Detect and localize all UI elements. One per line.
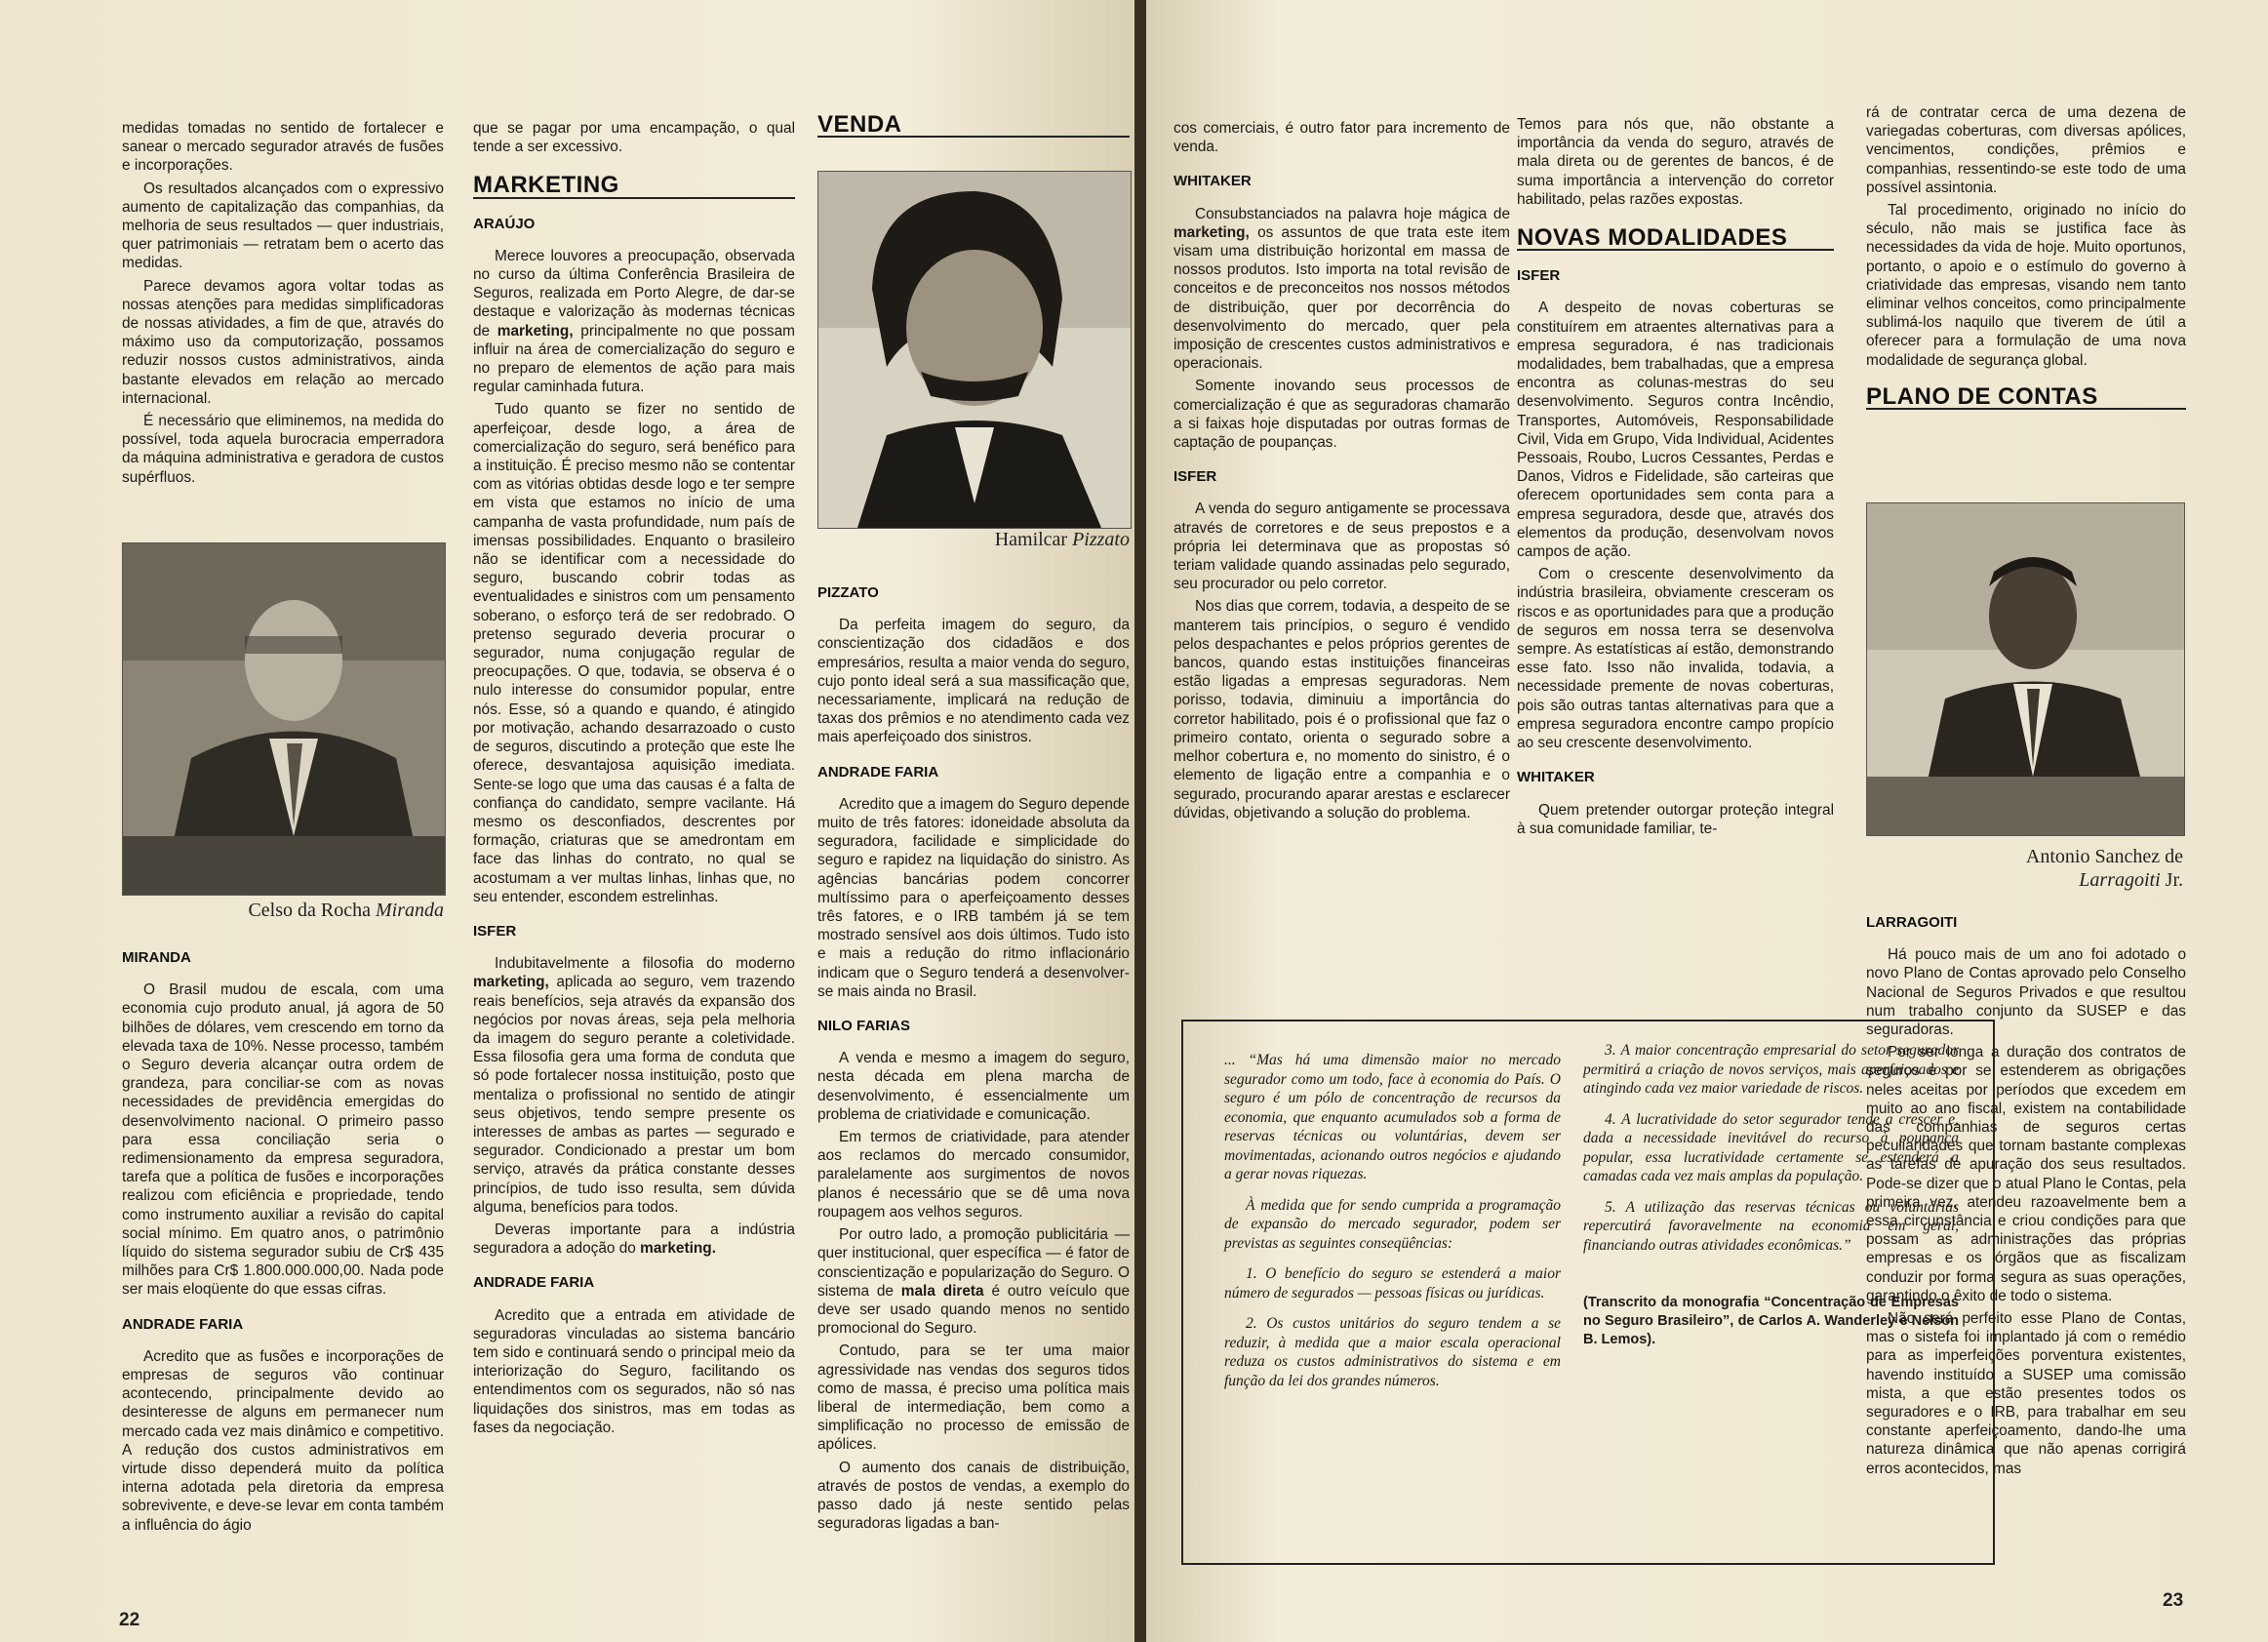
left-column-3 (817, 111, 1130, 147)
text: é outro veículo que deve ser usado quando menos no sentido promocional do Seguro. (817, 1282, 1130, 1338)
right-column-1 (1174, 119, 1510, 826)
page-number: 22 (119, 1610, 140, 1630)
section-heading-venda: VENDA (817, 115, 1130, 138)
quote-paragraph: ... “Mas há uma dimensão maior no mercado segurador como um todo, face à economia do País. O seguro é um pólo de concentração de recursos da economia, que enquanto acumulados sob a forma de reservas técnicas ou voluntárias, devem ser movimentadas, acionando outros negócios e ajudando a gerar novas riquezas. (1224, 1052, 1561, 1182)
gutter (1134, 0, 1146, 1642)
section-heading-novas-modalidades: NOVAS MODALIDADES (1517, 228, 1834, 251)
paragraph: Tudo quanto se fizer no sentido de aperfeiçoar, desde logo, a área de comercialização do seguro, será benéfico para a instituição. É preciso mesmo não se contentar com as vitórias obtidas desde logo e ter sempre em vista que estamos no início de uma campanha de vasta profundidade, num país de imensas possibilidades. Enquanto o brasileiro não se identificar com a necessidade do seguro, buscando cobrir todas as eventualidades e sinistros com um pensamento soberano, o esforço terá de ser redobrado. O pretenso segurado deveria procurar o segurador, numa conjugação regular de preocupações. O que, todavia, se observa é o nulo interesse do consumidor popular, entre nós. Esse, só a quando e quando, é atingido por motivação, achando desarrazoado o custo de seguros, discutindo a proteção que este lhe oferece, desvantajosa aquisição imediata. Sente-se logo que uma das causas é a falta de confiança do candidato, sempre vacilante. Há mesmo os desconfiados, descrentes por formação, criaturas que se amedrontam em face das linhas do contrato, no qual se acostumam a ver multas linhas, linhas que, no seu entender, escondem estrelinhas. (473, 401, 795, 905)
caption-surname: Pizzato (1072, 529, 1130, 550)
quote-paragraph: 3. A maior concentração empresarial do setor segurador permitirá a criação de novos serviços, mais aperfeiçoados e atingindo cada vez maior variedade de riscos. (1583, 1042, 1959, 1097)
paragraph: Acredito que a entrada em atividade de seguradoras vinculadas ao sistema bancário tem sido e continuará sendo o principal meio da interiorização do Seguro, facilitando os entendimentos com os segurados, não só nas liquidações dos sinistros, mas em todas as fases da negociação. (473, 1306, 795, 1436)
quote-box (1181, 1020, 1995, 1565)
subhead-whitaker: WHITAKER (1517, 769, 1595, 786)
quote-paragraph: 4. A lucratividade do setor segurador tende a crescer e, dada a necessidade inevitável do recurso à poupança popular, essa lucratividade certamente se estenderá a camadas cada vez mais amplas da população. (1583, 1110, 1959, 1184)
subhead-larragoiti: LARRAGOITI (1866, 914, 1958, 931)
right-column-3 (1866, 103, 2186, 420)
paragraph: Parece devamos agora voltar todas as nossas atenções para medidas simplificadoras de nossas atividades, a fim de que, através do máximo uso da computorização, possamos reduzir nossos custos administrativos, ainda bastante elevados em relação ao mercado internacional. (122, 277, 444, 407)
paragraph: cos comerciais, é outro fator para incremento de venda. (1174, 120, 1510, 156)
subhead-andrade-faria: ANDRADE FARIA (122, 1315, 244, 1333)
subhead-nilo-farias: NILO FARIAS (817, 1018, 911, 1035)
paragraph: Com o crescente desenvolvimento da indústria brasileira, obviamente cresceram os riscos e as oportunidades para que a produção de seguros em nossa terra se desenvolva sempre. As estatísticas aí estão, demonstrando esse fato. Isso não invalida, todavia, a necessidade premente de novas coberturas, pois são outras tantas alternativas para que a empresa seguradora encontre campo propício ao seu crescente desenvolvimento. (1517, 566, 1834, 752)
paragraph: Contudo, para se ter uma maior agressividade nas vendas dos seguros tidos como de massa, é preciso uma política mais liberal de intermediação, bem como a simplificação no processo de emissão de apólices. (817, 1342, 1130, 1454)
paragraph: Somente inovando seus processos de comercialização é que as seguradoras chamarão a si faixas hoje disputadas por outras formas de captação de poupanças. (1174, 378, 1510, 452)
paragraph: que se pagar por uma encampação, o qual tende a ser excessivo. (473, 120, 795, 156)
paragraph: O aumento dos canais de distribuição, através de postos de vendas, a exemplo do passo dado já neste sentido pelas seguradoras ligadas a ban- (817, 1459, 1130, 1533)
right-page (1146, 0, 2268, 1642)
paragraph (473, 1221, 795, 1258)
photo-hamilcar-pizzato (817, 171, 1132, 529)
photo-celso-miranda (122, 542, 446, 896)
paragraph: Tal procedimento, originado no início do século, não mais se justifica face às necessidades da vida de hoje. Muito oportunos, portanto, o apoio e o estímulo do governo à criatividade das empresas, visando nem tanto eliminar velhos conceitos, como principalmente sublimá-los naquilo que tiverem de útil a oferecer para a formulação de uma nova modalidade de segurança global. (1866, 202, 2186, 369)
text: Deveras importante para a indústria seguradora a adoção do (473, 1221, 795, 1258)
subhead-andrade-faria: ANDRADE FARIA (473, 1274, 595, 1292)
caption-celso-miranda (122, 900, 444, 922)
caption-text: Antonio Sanchez de (2025, 846, 2183, 867)
portrait-photo-icon (123, 543, 445, 895)
quote-column-1 (1224, 1051, 1561, 1402)
page-number: 23 (2163, 1590, 2184, 1611)
keyword: marketing. (640, 1240, 716, 1258)
paragraph: A despeito de novas coberturas se constituírem em atraentes alternativas para a empresa seguradora, é nas tradicionais modalidades, bem trabalhadas, que a empresa encontra as colunas-mestras do seu desenvolvimento. Seguros contra Incêndio, Transportes, Automóveis, Responsabilidade Civil, Vida em Grupo, Vida Individual, Acidentes Pessoais, Roubo, Lucros Cessantes, Perdas e Danos, Vidros e Fidelidade, são carteiras que oferecem oportunidades sem conta para a empresa seguradora, desde que, através dos elementos da produção, desenvolvam novos campos de ação. (1517, 300, 1834, 561)
photo-antonio-larragoiti (1866, 502, 2185, 836)
caption-suffix: Jr. (2160, 869, 2183, 891)
paragraph: Em termos de criatividade, para atender aos reclamos do mercado consumidor, paralelamente aos surgimentos de novos planos é necessário que se dê uma nova roupagem aos velhos seguros. (817, 1129, 1130, 1221)
caption-text: Hamilcar (994, 529, 1073, 550)
paragraph: O Brasil mudou de escala, com uma economia cujo produto anual, já agora de 50 bilhões de dólares, vem crescendo em torno da elevada taxa de 10%. Nesse processo, também o Seguro deveria alcançar outra ordem de grandeza, para conciliar-se com as novas necessidades de previdência emergidas do desenvolvimento nacional. O primeiro passo para essa conciliação seria o redimensionamento da empresa seguradora, tarefa que a política de fusões e incorporações realizou com eficiência e propriedade, tendo como instrumento auxiliar a revisão do capital social mínimo. Em quatro anos, o patrimônio líquido do sistema segurador subiu de Cr$ 435 milhões para Cr$ 1.800.000.000,00. Nada pode ser mais eloqüente do que essas cifras. (122, 981, 444, 1299)
keyword: marketing, (1174, 223, 1250, 241)
left-column-1-lower (122, 948, 444, 1539)
caption-antonio-larragoiti (1866, 845, 2183, 892)
paragraph: Temos para nós que, não obstante a importância da venda do seguro, através de mala direta ou de gerentes de bancos, é de suma importância a intervenção do corretor habilitado, pelas razões expostas. (1517, 116, 1834, 208)
subhead-isfer: ISFER (473, 922, 517, 940)
paragraph: Da perfeita imagem do seguro, da conscientização dos cidadãos e dos empresários, resulta a maior venda do seguro, cujo ponto ideal será a sua massificação que, necessariamente, implicará na redução de taxas dos prêmios e no atendimento cada vez mais aperfeiçoado dos sinistros. (817, 617, 1130, 746)
text: principalmente no que possam influir na área de comercialização do seguro e no preparo de elementos de ação para mais regular caminhada futura. (473, 322, 795, 396)
left-column-3-lower (817, 568, 1130, 1537)
subhead-miranda: MIRANDA (122, 949, 191, 966)
paragraph: rá de contratar cerca de uma dezena de variegadas coberturas, com diversas apólices, vencimentos, condições, prêmios e companhias, ressentindo-se este todo de uma possível assintonia. (1866, 104, 2186, 196)
paragraph: Não será perfeito esse Plano de Contas, mas o sistefa foi implantado já com o remédio para as imperfeições porventura existentes, havendo instituído a SUSEP uma comissão mista, a que estão presentes todos os seguradores e o IRB, para trabalhar em seu constante aperfeiçoamento, dando-lhe uma natureza dinâmica que não apenas corrigirá erros acontecidos, mas (1866, 1310, 2186, 1477)
paragraph: Quem pretender outorgar proteção integral à sua comunidade familiar, te- (1517, 801, 1834, 837)
paragraph (473, 954, 795, 1217)
caption-text: Celso da Rocha (248, 900, 376, 921)
keyword: marketing, (497, 322, 574, 340)
section-heading-marketing: MARKETING (473, 176, 795, 198)
right-column-2 (1517, 115, 1834, 842)
subhead-isfer: ISFER (1517, 267, 1561, 285)
text: Por outro lado, a promoção publicitária — quer institucional, quer específica — é fator de conscientização e popularização do Seguro. O sistema de (817, 1226, 1130, 1300)
paragraph: Há pouco mais de um ano foi adotado o novo Plano de Contas aprovado pelo Conselho Nacional de Seguros Privados e que resultou num trabalho conjunto da SUSEP e das seguradoras. (1866, 946, 2186, 1039)
caption-hamilcar-pizzato (817, 529, 1130, 551)
subhead-isfer: ISFER (1174, 468, 1217, 486)
keyword: marketing, (473, 974, 549, 991)
portrait-photo-icon (1867, 503, 2184, 835)
text: Merece louvores a preocupação, observada no curso da última Conferência Brasileira de Seguros, realizada em Porto Alegre, de dar-se destaque e valorização às modernas técnicas de (473, 247, 795, 340)
left-column-1 (122, 119, 444, 491)
text: Indubitavelmente a filosofia do moderno (495, 955, 795, 973)
paragraph: A venda do seguro antigamente se processava através de corretores e de seus prepostos e a própria lei determinava que as propostas só teriam validade quando assinadas pelo segurado, seu procurador ou pelo corretor. (1174, 501, 1510, 593)
subhead-whitaker: WHITAKER (1174, 173, 1252, 190)
paragraph: Os resultados alcançados com o expressivo aumento de capitalização das companhias, da melhoria de seus resultados — quer industriais, quer patrimoniais — retratam bem o acerto das medidas. (122, 180, 444, 272)
paragraph: Por ser longa a duração dos contratos de seguros e por se estenderem as obrigações neles aceitas por períodos que excedem em muito ao ano fiscal, existem na contabilidade das companhias de seguros certas peculiaridades que tornam bastante complexas as tarefas de apuração dos seus resultados. Pode-se dizer que o atual Plano le Contas, pela primeira vez, atendeu razoavelmente bem a essa circunstância e criou condições para que possam as administrações das próprias empresas e os órgãos que as fiscalizam conduzir por forma segura as suas operações, garantindo o êxito de todo o sistema. (1866, 1044, 2186, 1304)
paragraph (473, 247, 795, 397)
paragraph (817, 1225, 1130, 1338)
quote-credit: (Transcrito da monografia “Concentração de Empresas no Seguro Brasileiro”, de Carlos A. Wanderley e Nelson B. Lemos). (1583, 1295, 1959, 1347)
quote-paragraph: 5. A utilização das reservas técnicas ou voluntárias repercutirá favoravelmente na economia em geral, financiando outras atividades econômicas.” (1583, 1198, 1959, 1254)
caption-surname: Larragoiti (2079, 869, 2161, 891)
subhead-andrade-faria: ANDRADE FARIA (817, 763, 939, 781)
quote-paragraph: 1. O benefício do seguro se estenderá a maior número de segurados — pessoas físicas ou jurídicas. (1224, 1265, 1561, 1302)
section-heading-plano-de-contas: PLANO DE CONTAS (1866, 387, 2186, 410)
paragraph: A venda e mesmo a imagem do seguro, nesta década em plena marcha de desenvolvimento, é essencialmente um problema de criatividade e comunicação. (817, 1050, 1130, 1123)
caption-surname: Miranda (376, 900, 444, 921)
keyword: mala direta (900, 1282, 984, 1300)
quote-paragraph: 2. Os custos unitários do seguro tendem a se reduzir, à medida que a maior escala operacional reduza os custos administrativos do sistema e em função da lei dos grandes números. (1224, 1315, 1561, 1389)
text: Consubstanciados na palavra hoje mágica de (1195, 205, 1510, 222)
paragraph: É necessário que eliminemos, na medida do possível, toda aquela burocracia emperradora da máquina administrativa e geradora de custos supérfluos. (122, 413, 444, 486)
portrait-photo-icon (818, 172, 1131, 528)
paragraph: medidas tomadas no sentido de fortalecer e sanear o mercado segurador através de fusões e incorporações. (122, 120, 444, 175)
paragraph: Acredito que as fusões e incorporações de empresas de seguros vão continuar acontecendo, principalmente devido ao desinteresse de alguns em permanecer num mercado cada vez mais dinâmico e competitivo. A redução dos custos administrativos em virtude disso dependerá muito da política interna adotada pela diretoria da empresa sobrevivente, e deve-se levar em conta também a influência do ágio (122, 1347, 444, 1534)
paragraph: Nos dias que correm, todavia, a despeito de se manterem tais princípios, o seguro é vendido pelos despachantes e pelos próprios gerentes de bancos, quando estas instituições financeiras estão ligadas a empresas seguradoras. Nem porisso, todavia, diminuiu a importância do corretor habilitado, pois é o profissional que faz o primeiro contato, orienta o segurado sobre a melhor cobertura e, no momento do sinistro, é o elemento de ligação entre a companhia e o segurado, procurando aparar arestas e esclarecer dúvidas, objetivando a solução do problema. (1174, 598, 1510, 821)
quote-paragraph: À medida que for sendo cumprida a programação de expansão do mercado segurador, podem ser previstas as seguintes conseqüências: (1224, 1196, 1561, 1252)
subhead-pizzato: PIZZATO (817, 584, 879, 601)
paragraph (1174, 205, 1510, 374)
paragraph: Acredito que a imagem do Seguro depende muito de três fatores: idoneidade absoluta da seguradora, facilidade e simplicidade do seguro e rapidez na liquidação do sinistro. As agências bancárias podem concorrer multíssimo para o aperfeiçoamento desses três fatores, e o IRB também já se tem mostrado sensível aos dois últimos. Tudo isto e mais a redução do ritmo inflacionário indicam que o Seguro tenderá a desenvolver-se mais ainda no Brasil. (817, 795, 1130, 1000)
left-column-2 (473, 119, 795, 1441)
text: os assuntos de que trata este item visam uma distribuição horizontal em massa de nossos produtos. Isto importa na total revisão de conceitos e de preconceitos nos nossos métodos de distribuição, quer por decorrência do desenvolvimento do mercado, quer pela imposição de crescentes custos administrativos e operacionais. (1174, 223, 1510, 373)
text: aplicada ao seguro, vem trazendo reais benefícios, seja através da expansão dos negócios por novas áreas, seja pela melhoria da imagem do seguro perante a coletividade. Essa filosofia gera uma forma de conduta que só pode fortalecer nossa instituição, posto que mentaliza o profissional no sentido de atingir seus objetivos, tendo sempre presente os interesses de ambas as partes — segurado e segurador. Condicionado a prestar um bom serviço, através da prática constante desses princípios, de tudo isso resulta, sem dúvida alguma, benefícios para todos. (473, 974, 795, 1216)
quote-column-2 (1583, 1041, 1959, 1349)
subhead-araujo: ARAÚJO (473, 215, 536, 232)
